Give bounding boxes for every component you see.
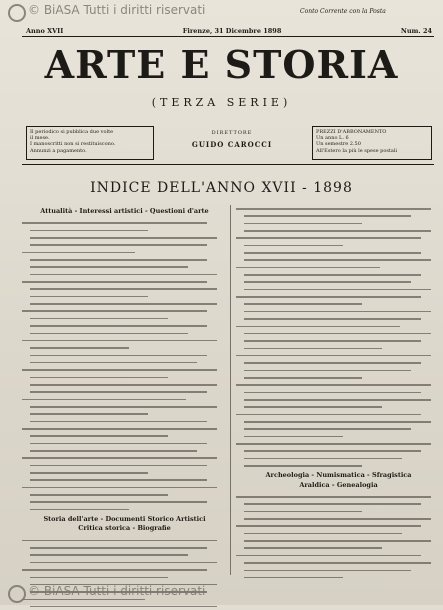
masthead-title: ARTE E STORIA — [44, 42, 399, 87]
index-entry — [236, 530, 441, 537]
index-entry — [22, 603, 227, 610]
index-entry — [236, 455, 441, 462]
text-line-placeholder — [30, 347, 129, 349]
text-line-placeholder — [30, 465, 207, 467]
text-line-placeholder — [30, 259, 207, 261]
text-line-placeholder — [30, 606, 217, 608]
text-line-placeholder — [30, 325, 207, 327]
index-entry — [22, 432, 227, 439]
text-line-placeholder — [244, 348, 382, 350]
section-heading: Attualità - Interessi artistici - Questioni d'arte — [40, 207, 209, 215]
index-entry — [236, 278, 441, 285]
index-entry — [236, 234, 441, 241]
text-line-placeholder — [22, 252, 135, 254]
text-line-placeholder — [236, 267, 380, 269]
index-entry — [22, 330, 227, 337]
index-entry — [236, 493, 441, 500]
copyright-logo-icon — [8, 4, 26, 22]
subscription-box: PREZZI D'ABBONAMENTO Un anno L. 6 Un semestre 2.50 All'Estero la più le spese postali — [312, 126, 432, 160]
director-name: GUIDO CAROCCI — [191, 140, 273, 150]
issue-date: Firenze, 31 Dicembre 1898 — [182, 27, 282, 35]
section-heading: Araldica - Genealogia — [299, 480, 378, 489]
text-line-placeholder — [30, 274, 217, 276]
index-entry — [22, 293, 227, 300]
index-entry — [22, 256, 227, 263]
index-entry — [236, 500, 441, 507]
index-entry — [22, 263, 227, 270]
index-entry — [22, 506, 227, 513]
text-line-placeholder — [236, 296, 421, 298]
text-line-placeholder — [30, 384, 217, 386]
text-line-placeholder — [236, 208, 431, 210]
column-divider — [230, 205, 231, 575]
index-entry — [22, 566, 227, 573]
index-entry — [236, 359, 441, 366]
index-entry — [236, 264, 441, 271]
text-line-placeholder — [30, 296, 148, 298]
header-rule — [22, 36, 434, 37]
text-line-placeholder — [30, 577, 168, 579]
index-entry — [236, 396, 441, 403]
text-line-placeholder — [30, 509, 129, 511]
section-heading: Archeologia - Numismatica - Sfragistica — [265, 471, 412, 480]
text-line-placeholder — [30, 421, 207, 423]
publication-info-box: Il periodico si pubblica due volte il mese. I manoscritti non si restituiscono. Annunzi a pagamento. — [26, 126, 154, 160]
text-line-placeholder — [30, 494, 168, 496]
text-line-placeholder — [30, 554, 188, 556]
text-line-placeholder — [244, 215, 411, 217]
text-line-placeholder — [30, 318, 168, 320]
text-line-placeholder — [244, 223, 362, 225]
index-entry — [22, 278, 227, 285]
watermark-top: © BiASA Tutti i diritti riservati — [8, 3, 205, 17]
right-column — [236, 205, 441, 581]
index-entry — [236, 286, 441, 293]
text-line-placeholder — [30, 479, 207, 481]
text-line-placeholder — [236, 555, 421, 557]
index-entry — [22, 337, 227, 344]
index-entry — [236, 462, 441, 469]
index-entry — [236, 403, 441, 410]
issue-number: Num. 24 — [400, 27, 432, 35]
info-bar — [22, 122, 434, 162]
text-line-placeholder — [30, 443, 207, 445]
index-entry — [236, 433, 441, 440]
text-line-placeholder — [30, 355, 207, 357]
text-line-placeholder — [30, 391, 207, 393]
entry-list — [22, 537, 227, 610]
copyright-logo-icon — [8, 585, 26, 603]
index-entry — [236, 552, 441, 559]
index-entry — [236, 559, 441, 566]
index-entry — [236, 205, 441, 212]
index-entry — [236, 330, 441, 337]
text-line-placeholder — [244, 274, 421, 276]
text-line-placeholder — [244, 577, 343, 579]
index-entry — [22, 454, 227, 461]
text-line-placeholder — [244, 252, 421, 254]
text-line-placeholder — [236, 326, 400, 328]
text-line-placeholder — [244, 503, 421, 505]
index-entry — [22, 403, 227, 410]
text-line-placeholder — [244, 399, 431, 401]
section-heading: Storia dell'arte - Documenti Storico Artistici — [43, 515, 206, 524]
text-line-placeholder — [244, 562, 431, 564]
index-entry — [22, 476, 227, 483]
text-line-placeholder — [244, 465, 362, 467]
index-entry — [22, 469, 227, 476]
index-entry — [236, 271, 441, 278]
index-entry — [236, 374, 441, 381]
index-entry — [236, 440, 441, 447]
index-entry — [22, 307, 227, 314]
text-line-placeholder — [22, 399, 186, 401]
index-entry — [236, 367, 441, 374]
text-line-placeholder — [244, 511, 362, 513]
index-entry — [22, 344, 227, 351]
index-entry — [22, 410, 227, 417]
text-line-placeholder — [236, 384, 431, 386]
text-line-placeholder — [30, 288, 217, 290]
index-entry — [22, 447, 227, 454]
index-entry — [22, 241, 227, 248]
text-line-placeholder — [22, 569, 207, 571]
text-line-placeholder — [30, 547, 207, 549]
index-entry — [22, 418, 227, 425]
text-line-placeholder — [236, 237, 421, 239]
text-line-placeholder — [22, 222, 207, 224]
text-line-placeholder — [244, 289, 431, 291]
entry-list — [236, 493, 441, 581]
index-entry — [236, 389, 441, 396]
text-line-placeholder — [244, 458, 402, 460]
text-line-placeholder — [244, 362, 421, 364]
text-line-placeholder — [30, 406, 217, 408]
index-entry — [22, 551, 227, 558]
text-line-placeholder — [236, 355, 431, 357]
text-line-placeholder — [30, 501, 207, 503]
index-entry — [22, 352, 227, 359]
text-line-placeholder — [244, 311, 431, 313]
text-line-placeholder — [30, 333, 188, 335]
index-entry — [236, 411, 441, 418]
index-entry — [236, 242, 441, 249]
index-entry — [22, 425, 227, 432]
index-entry — [236, 323, 441, 330]
text-line-placeholder — [244, 436, 343, 438]
text-line-placeholder — [244, 547, 382, 549]
index-entry — [22, 234, 227, 241]
text-line-placeholder — [236, 443, 431, 445]
index-entry — [236, 544, 441, 551]
index-entry — [22, 219, 227, 226]
index-entry — [236, 220, 441, 227]
index-entry — [22, 559, 227, 566]
text-line-placeholder — [30, 435, 168, 437]
index-entry — [22, 484, 227, 491]
text-line-placeholder — [30, 362, 197, 364]
index-entry — [236, 515, 441, 522]
entry-list — [22, 219, 227, 513]
entry-list — [236, 205, 441, 469]
index-entry — [236, 574, 441, 581]
text-line-placeholder — [244, 259, 431, 261]
text-line-placeholder — [30, 244, 207, 246]
index-title: INDICE DELL'ANNO XVII - 1898 — [90, 180, 353, 196]
text-line-placeholder — [22, 281, 207, 283]
index-entry — [236, 293, 441, 300]
text-line-placeholder — [244, 392, 421, 394]
masthead-subtitle: (TERZA SERIE) — [151, 96, 292, 109]
index-entry — [236, 300, 441, 307]
index-entry — [236, 381, 441, 388]
text-line-placeholder — [22, 540, 217, 542]
index-entry — [22, 537, 227, 544]
text-line-placeholder — [30, 472, 148, 474]
text-line-placeholder — [30, 303, 217, 305]
index-entry — [22, 285, 227, 292]
watermark-bottom: © BiASA Tutti i diritti riservati — [8, 584, 205, 598]
text-line-placeholder — [244, 377, 362, 379]
postal-note: Conto Corrente con la Posta — [300, 8, 386, 15]
left-column — [22, 205, 227, 610]
text-line-placeholder — [244, 570, 411, 572]
text-line-placeholder — [236, 414, 421, 416]
text-line-placeholder — [30, 230, 148, 232]
text-line-placeholder — [22, 487, 217, 489]
text-line-placeholder — [30, 413, 148, 415]
index-entry — [236, 256, 441, 263]
text-line-placeholder — [244, 533, 402, 535]
index-entry — [236, 352, 441, 359]
text-line-placeholder — [22, 369, 217, 371]
index-entry — [236, 249, 441, 256]
director-label: DIRETTORE — [211, 130, 253, 136]
issue-year: Anno XVII — [26, 27, 64, 35]
index-entry — [22, 366, 227, 373]
index-entry — [236, 537, 441, 544]
index-entry — [22, 315, 227, 322]
text-line-placeholder — [22, 310, 207, 312]
text-line-placeholder — [236, 496, 431, 498]
index-entry — [236, 337, 441, 344]
text-line-placeholder — [30, 377, 168, 379]
text-line-placeholder — [30, 266, 188, 268]
index-entry — [236, 567, 441, 574]
text-line-placeholder — [30, 450, 197, 452]
text-line-placeholder — [244, 340, 421, 342]
index-entry — [22, 249, 227, 256]
text-line-placeholder — [22, 457, 217, 459]
text-line-placeholder — [244, 281, 411, 283]
info-rule — [22, 164, 434, 165]
text-line-placeholder — [244, 406, 382, 408]
issue-line — [26, 27, 432, 35]
index-entry — [22, 300, 227, 307]
text-line-placeholder — [244, 421, 431, 423]
index-entry — [236, 227, 441, 234]
index-entry — [236, 522, 441, 529]
text-line-placeholder — [244, 318, 421, 320]
index-entry — [236, 315, 441, 322]
text-line-placeholder — [236, 525, 421, 527]
index-entry — [22, 359, 227, 366]
section-heading: Critica storica - Biografie — [78, 524, 171, 533]
text-line-placeholder — [244, 370, 411, 372]
text-line-placeholder — [244, 450, 421, 452]
index-entry — [22, 498, 227, 505]
text-line-placeholder — [30, 237, 217, 239]
text-line-placeholder — [244, 303, 362, 305]
index-entry — [22, 574, 227, 581]
index-entry — [236, 308, 441, 315]
index-entry — [22, 227, 227, 234]
text-line-placeholder — [30, 562, 217, 564]
index-entry — [236, 345, 441, 352]
index-entry — [22, 544, 227, 551]
index-entry — [22, 462, 227, 469]
index-entry — [22, 374, 227, 381]
text-line-placeholder — [244, 230, 431, 232]
index-entry — [236, 508, 441, 515]
text-line-placeholder — [244, 540, 431, 542]
text-line-placeholder — [22, 340, 217, 342]
index-entry — [22, 396, 227, 403]
index-entry — [236, 447, 441, 454]
index-entry — [236, 418, 441, 425]
index-entry — [22, 271, 227, 278]
text-line-placeholder — [244, 333, 431, 335]
index-entry — [22, 381, 227, 388]
text-line-placeholder — [244, 245, 343, 247]
index-entry — [236, 425, 441, 432]
index-entry — [22, 491, 227, 498]
text-line-placeholder — [22, 599, 145, 601]
director-box — [172, 128, 292, 154]
index-entry — [22, 322, 227, 329]
index-entry — [236, 212, 441, 219]
index-entry — [22, 388, 227, 395]
index-entry — [22, 440, 227, 447]
text-line-placeholder — [244, 428, 411, 430]
text-line-placeholder — [22, 428, 217, 430]
text-line-placeholder — [244, 518, 431, 520]
